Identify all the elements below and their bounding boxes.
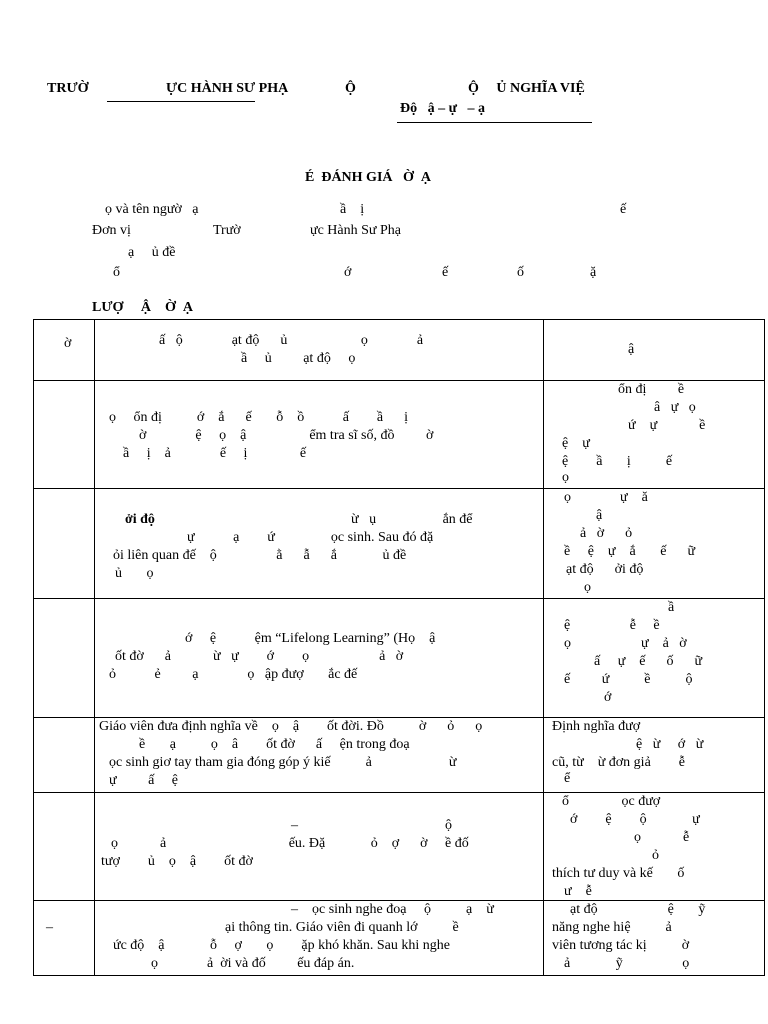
table-row (34, 489, 765, 599)
row5-activity-line: tượ ủ ọ ậ ốt đờ (101, 854, 253, 869)
row2-activity-line: ủ ọ (115, 566, 154, 581)
row1-activity-line: ờ ệ ọ ậ ểm tra sĩ số, đồ ờ (139, 428, 434, 443)
row1-comment-line: ổn đị ề (618, 382, 685, 397)
info-line4-e: ặ (590, 265, 597, 280)
topic-label: ạ ủ đề (128, 245, 176, 260)
row2-comment-line: ề ệ ự ắ ế ữ (564, 544, 696, 559)
row5-time (34, 793, 95, 901)
row3-comment-line: ớ (604, 690, 612, 705)
row6-activity (95, 901, 544, 976)
table-row (34, 901, 765, 976)
header-comment-label: ậ (628, 342, 635, 357)
national-title: Ộ Ủ NGHĨA VIỆ (468, 81, 585, 96)
row3-time (34, 599, 95, 718)
header-mid-letter: Ộ (345, 81, 356, 96)
row3-comment-line: ệ ễ ề (564, 618, 660, 633)
row6-time (34, 901, 95, 976)
row3-activity-line: ớ ệ ệm “Lifelong Learning” (Họ ậ (185, 631, 436, 646)
row2-comment-line: ọ ự ă (564, 490, 648, 505)
header-time-cell (34, 320, 95, 381)
row6-comment-line: viên tương tác kị ờ (552, 938, 690, 953)
row4-time (34, 718, 95, 793)
row5-comment-line: ư ễ (564, 884, 592, 899)
header-activity-line1: ấ ộ ạt độ ủ ọ ả (159, 333, 424, 348)
row5-comment-line: ớ ệ ộ ự (570, 812, 700, 827)
row6-activity-line: ọ ả ời và đố ếu đáp án. (151, 956, 355, 971)
row4-activity-line: ự ấ ệ (109, 773, 179, 788)
row2-activity-line: ởi độ (125, 512, 155, 527)
row5-activity-line: – (291, 818, 298, 833)
row1-activity (95, 381, 544, 489)
national-motto: Độ ậ – ự – ạ (400, 101, 486, 116)
row3-comment (544, 599, 765, 718)
row6-activity-line: ức độ ậ ỗ ợ ọ ặp khó khăn. Sau khi nghe (113, 938, 450, 953)
table-row (34, 793, 765, 901)
row1-comment-line: â ự ọ (654, 400, 696, 415)
row6-comment-line: ả ỹ ọ (564, 956, 690, 971)
header-activity-line2: ầ ủ ạt độ ọ (241, 351, 356, 366)
row5-comment-line: thích tư duy và kế ố (552, 866, 685, 881)
row3-comment-line: ấ ự ế ố ữ (594, 654, 703, 669)
row3-comment-line: ầ (668, 600, 675, 615)
info-line1-right: ế (620, 202, 627, 217)
row3-activity-line: ốt đờ ả ừ ự ớ ọ ả ờ (115, 649, 404, 664)
header-activity-cell (95, 320, 544, 381)
row2-activity-line: ỏi liên quan đế ộ ằ ẫ ắ ủ đề (113, 548, 407, 563)
row6-comment (544, 901, 765, 976)
row5-activity-line: ọ ả ếu. Đặ ỏ ợ ờ ề đố (111, 836, 469, 851)
row1-comment (544, 381, 765, 489)
row4-activity-line: Giáo viên đưa định nghĩa về ọ ậ ốt đời. Đồ ờ ỏ ọ (99, 719, 483, 734)
info-line4-b: ớ (344, 265, 352, 280)
row4-activity (95, 718, 544, 793)
row2-comment-line: ậ (596, 508, 603, 523)
school-name-prefix: TRƯỜ (47, 81, 89, 96)
row2-activity-line: ừ ụ ắn để (351, 512, 473, 527)
school-name: ỰC HÀNH SƯ PHẠ (166, 81, 289, 96)
row1-comment-line: ọ (562, 470, 569, 485)
info-line4-c: ế (442, 265, 449, 280)
row5-comment (544, 793, 765, 901)
table-header-row (34, 320, 765, 381)
row6-activity-line: ại thông tin. Giáo viên đi quanh lớ ề (225, 920, 459, 935)
row5-comment-line: ọ ễ (634, 830, 690, 845)
row5-comment-line: ổ ọc đượ (562, 794, 661, 809)
row4-comment-line: ể (564, 771, 571, 786)
row4-comment-line: Định nghĩa đượ (552, 719, 641, 734)
motto-underline (397, 122, 592, 123)
row1-activity-line: ọ ổn đị ớ ắ ế ỗ ồ ấ ầ ị (109, 410, 409, 425)
row3-comment-line: ọ ự ả ờ (564, 636, 687, 651)
row3-comment-line: ế ứ ề ộ (564, 672, 693, 687)
section-title: LƯỢ Ậ Ờ Ạ (92, 300, 193, 315)
row6-comment-line: ạt độ ệ ỹ (570, 902, 706, 917)
row6-comment-line: năng nghe hiệ ả (552, 920, 672, 935)
row4-comment (544, 718, 765, 793)
header-time-label: ờ (64, 336, 72, 351)
row1-time (34, 381, 95, 489)
info-line4-a: ổ (113, 265, 120, 280)
table-row (34, 599, 765, 718)
row2-activity (95, 489, 544, 599)
row3-activity-line: ỏ ẻ ạ ọ ập đượ ắc đế (109, 667, 358, 682)
row1-comment-line: ệ ự (562, 436, 590, 451)
table-row (34, 718, 765, 793)
row2-time (34, 489, 95, 599)
row4-activity-line: ọc sinh giơ tay tham gia đóng góp ý kiế ả ừ (109, 755, 457, 770)
row4-comment-line: ệ ừ ớ ừ (636, 737, 704, 752)
row6-time-dash: – (46, 920, 53, 935)
row1-comment-line: ứ ự ề (628, 418, 706, 433)
row2-comment-line: ả ờ ỏ (580, 526, 633, 541)
row2-comment-line: ạt độ ởi độ (566, 562, 644, 577)
unit-school: Trườ (213, 223, 241, 238)
row1-comment-line: ệ ầ ị ế (562, 454, 673, 469)
document-title: É ĐÁNH GIÁ Ờ Ạ (305, 170, 432, 185)
row5-activity-line: ộ (445, 818, 452, 833)
info-line1-mid: ầ ị (340, 202, 365, 217)
school-underline (107, 101, 255, 102)
header-comment-cell (544, 320, 765, 381)
row3-activity (95, 599, 544, 718)
unit-label: Đơn vị (92, 223, 131, 238)
teacher-name-label: ọ và tên ngườ ạ (105, 202, 199, 217)
row4-comment-line: cũ, từ ừ đơn giả ễ (552, 755, 685, 770)
table-row (34, 381, 765, 489)
info-line4-d: ố (517, 265, 524, 280)
row1-activity-line: ầ ị ả ế ị ế (123, 446, 307, 461)
unit-school-name: ực Hành Sư Phạ (310, 223, 401, 238)
row5-activity (95, 793, 544, 901)
row6-activity-line: – ọc sinh nghe đoạ ộ ạ ừ (291, 902, 494, 917)
row2-comment-line: ọ (584, 580, 591, 595)
row2-comment (544, 489, 765, 599)
row5-comment-line: ỏ (652, 848, 659, 863)
row2-activity-line: ự ạ ứ ọc sinh. Sau đó đặ (187, 530, 434, 545)
observation-table (33, 319, 765, 976)
row4-activity-line: ề ạ ọ â ốt đờ ấ ện trong đoạ (139, 737, 410, 752)
